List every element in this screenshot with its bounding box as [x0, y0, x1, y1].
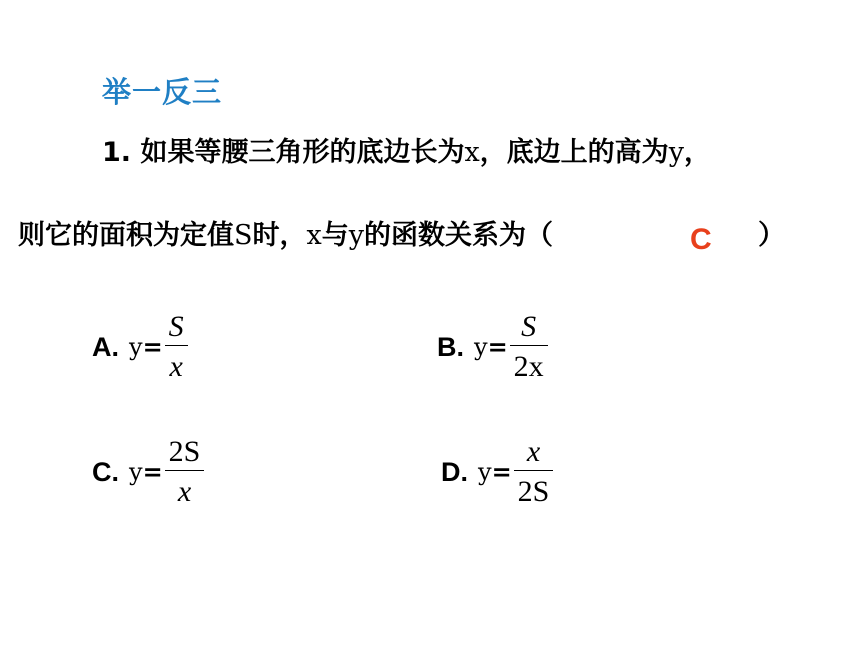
option-letter: A.: [92, 331, 119, 362]
variable-x: x: [306, 220, 322, 251]
closing-paren: ）: [758, 220, 785, 251]
question-text: 则它的面积为定值: [18, 220, 234, 251]
option-d[interactable]: [441, 437, 553, 507]
option-y: y: [474, 333, 488, 362]
fraction: [514, 437, 554, 507]
option-equals: =: [142, 458, 163, 487]
variable-y: y: [348, 220, 364, 251]
fraction: [165, 312, 188, 382]
fraction: [510, 312, 548, 382]
question-text: ，底边上的高为: [479, 137, 669, 168]
variable-s: S: [234, 220, 253, 251]
question-text: 时，: [252, 220, 307, 251]
option-y: y: [129, 333, 143, 362]
question-text: 与: [321, 220, 349, 251]
option-letter: D.: [441, 456, 468, 487]
option-y: y: [129, 458, 143, 487]
numerator: S: [168, 310, 184, 343]
question-text: 1. 如果等腰三角形的底边长为: [102, 137, 465, 168]
denominator: x: [177, 475, 192, 509]
option-c[interactable]: [92, 437, 204, 507]
question-text: ，: [683, 137, 711, 168]
variable-y: y: [668, 137, 684, 168]
numerator: 2S: [168, 435, 201, 468]
option-equals: =: [487, 333, 508, 362]
section-heading: 举一反三: [102, 75, 223, 109]
question-line-1: [102, 130, 711, 169]
denominator: 2x: [513, 350, 544, 384]
question-text: 的函数关系为（: [364, 220, 553, 251]
option-y: y: [478, 458, 492, 487]
option-equals: =: [491, 458, 512, 487]
option-equals: =: [142, 333, 163, 362]
denominator: 2S: [517, 475, 550, 509]
question-line-2: [18, 213, 553, 252]
numerator: S: [521, 310, 537, 343]
option-letter: C.: [92, 456, 119, 487]
variable-x: x: [464, 137, 480, 168]
fraction: [165, 437, 205, 507]
denominator: x: [169, 350, 183, 384]
numerator: x: [526, 435, 541, 468]
option-a[interactable]: [92, 312, 188, 382]
option-b[interactable]: [437, 312, 548, 382]
option-letter: B.: [437, 331, 464, 362]
answer-letter: C: [690, 223, 712, 256]
